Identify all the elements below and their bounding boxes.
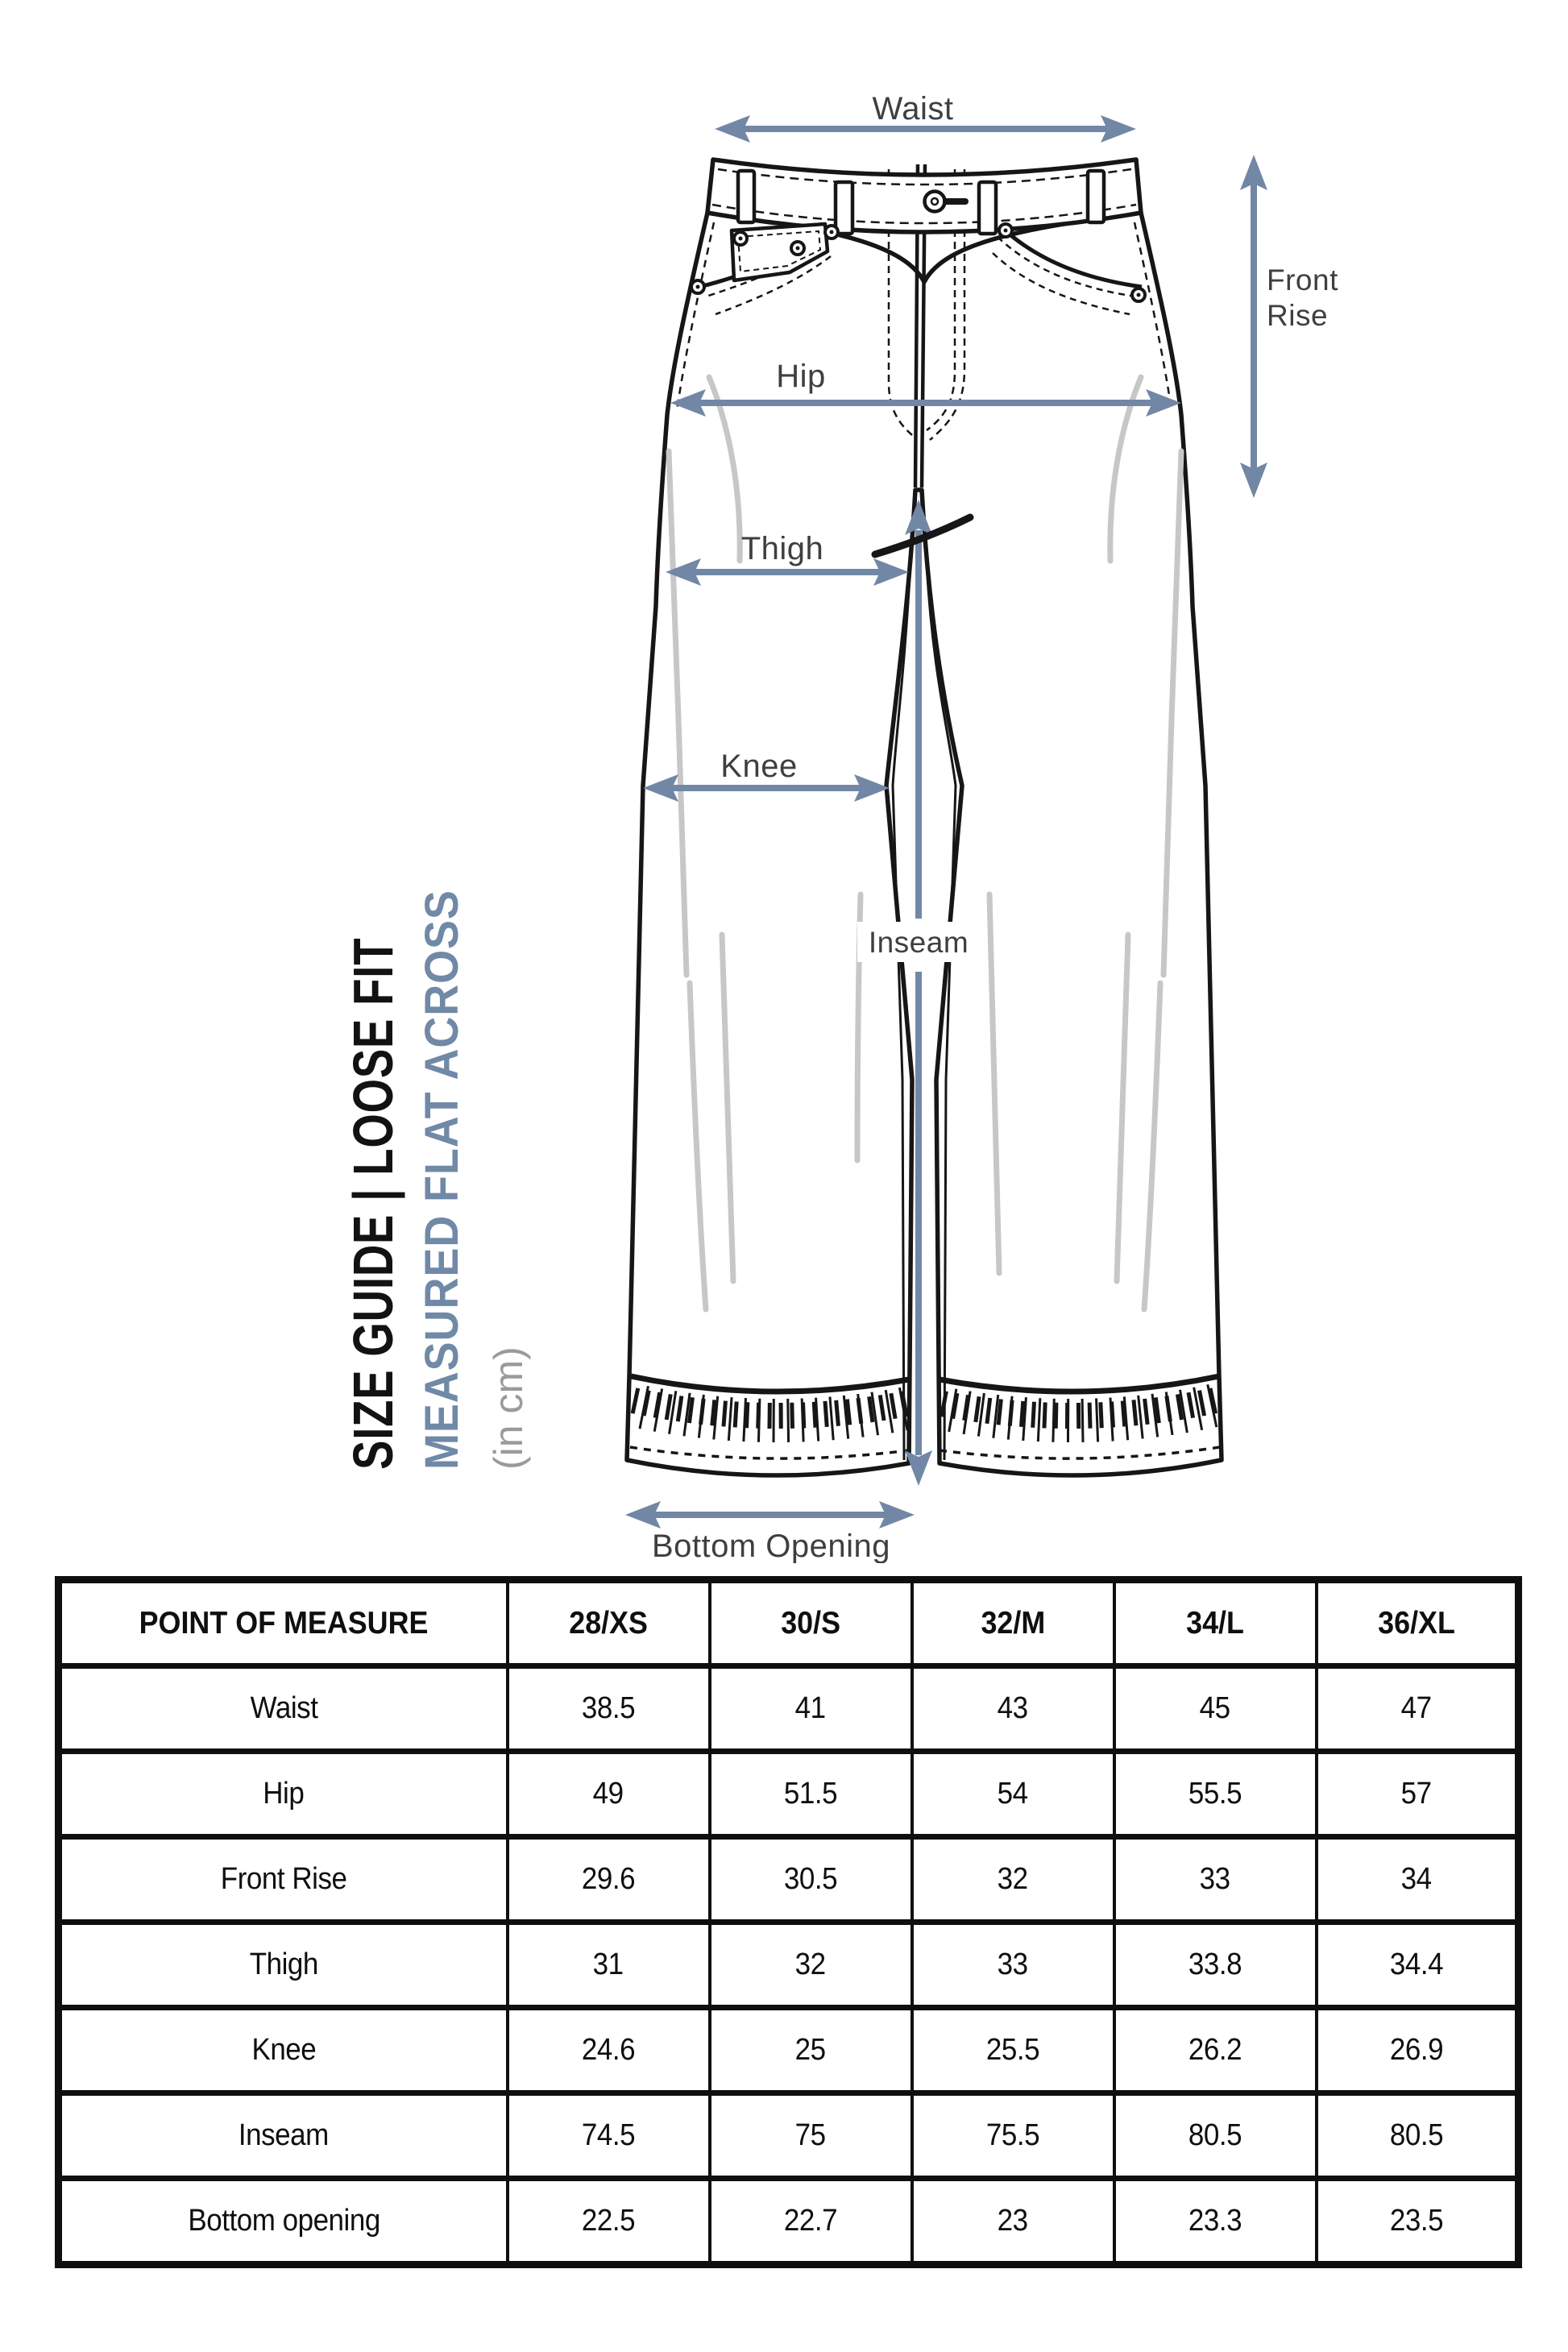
value-cell: 51.5 — [710, 1752, 912, 1837]
value-cell: 41 — [710, 1666, 912, 1752]
title-line-2: MEASURED FLAT ACROSS — [416, 890, 468, 1470]
value-cell: 29.6 — [508, 1837, 710, 1923]
value-cell: 34.4 — [1317, 1923, 1519, 2008]
knee-label: Knee — [720, 749, 798, 784]
header-size-34l: 34/L — [1114, 1580, 1317, 1666]
value-cell: 33 — [1114, 1837, 1317, 1923]
value-cell: 26.2 — [1114, 2008, 1317, 2093]
value-cell: 22.5 — [508, 2179, 710, 2265]
value-cell: 32 — [710, 1923, 912, 2008]
value-cell: 23.5 — [1317, 2179, 1519, 2265]
front-rise-label-line2: Rise — [1267, 299, 1329, 332]
table-row-waist — [59, 1666, 1519, 1752]
table-row-front-rise — [59, 1837, 1519, 1923]
row-label-cell: Thigh — [59, 1923, 508, 2008]
value-cell: 31 — [508, 1923, 710, 2008]
value-cell: 80.5 — [1317, 2093, 1519, 2179]
header-point-of-measure: POINT OF MEASURE — [59, 1580, 508, 1666]
thigh-label: Thigh — [740, 531, 824, 566]
value-cell: 32 — [912, 1837, 1114, 1923]
value-cell: 49 — [508, 1752, 710, 1837]
value-cell: 75.5 — [912, 2093, 1114, 2179]
value-cell: 38.5 — [508, 1666, 710, 1752]
page-title — [342, 890, 532, 1470]
header-size-30s: 30/S — [710, 1580, 912, 1666]
front-rise-arrow — [1240, 155, 1267, 498]
header-size-36xl: 36/XL — [1317, 1580, 1519, 1666]
value-cell: 74.5 — [508, 2093, 710, 2179]
table-row-knee — [59, 2008, 1519, 2093]
table-header-row — [59, 1580, 1519, 1666]
value-cell: 54 — [912, 1752, 1114, 1837]
table-row-hip — [59, 1752, 1519, 1837]
table-row-thigh — [59, 1923, 1519, 2008]
waist-label: Waist — [872, 91, 954, 127]
value-cell: 25 — [710, 2008, 912, 2093]
size-table — [55, 1576, 1522, 2268]
row-label-cell: Bottom opening — [59, 2179, 508, 2265]
value-cell: 33.8 — [1114, 1923, 1317, 2008]
row-label-cell: Front Rise — [59, 1837, 508, 1923]
value-cell: 47 — [1317, 1666, 1519, 1752]
table-row-inseam — [59, 2093, 1519, 2179]
bottom-opening-arrow — [625, 1501, 915, 1529]
front-rise-label-line1: Front — [1267, 263, 1338, 297]
value-cell: 33 — [912, 1923, 1114, 2008]
inseam-label: Inseam — [868, 926, 969, 959]
bottom-opening-label: Bottom Opening — [651, 1529, 891, 1563]
row-label-cell: Waist — [59, 1666, 508, 1752]
value-cell: 80.5 — [1114, 2093, 1317, 2179]
value-cell: 55.5 — [1114, 1752, 1317, 1837]
jeans-diagram — [548, 48, 1362, 1563]
title-line-3: (in cm) — [486, 1346, 531, 1470]
header-size-32m: 32/M — [912, 1580, 1114, 1666]
header-size-28xs: 28/XS — [508, 1580, 710, 1666]
jeans-diagram-wrap — [548, 48, 1362, 1563]
jeans-body — [627, 160, 1222, 1475]
value-cell: 43 — [912, 1666, 1114, 1752]
value-cell: 24.6 — [508, 2008, 710, 2093]
value-cell: 75 — [710, 2093, 912, 2179]
value-cell: 25.5 — [912, 2008, 1114, 2093]
value-cell: 22.7 — [710, 2179, 912, 2265]
hip-label: Hip — [776, 359, 826, 394]
row-label-cell: Hip — [59, 1752, 508, 1837]
value-cell: 45 — [1114, 1666, 1317, 1752]
table-row-bottom-opening — [59, 2179, 1519, 2265]
value-cell: 30.5 — [710, 1837, 912, 1923]
title-line-1: SIZE GUIDE | LOOSE FIT — [342, 937, 404, 1470]
value-cell: 34 — [1317, 1837, 1519, 1923]
value-cell: 23 — [912, 2179, 1114, 2265]
row-label-cell: Inseam — [59, 2093, 508, 2179]
value-cell: 26.9 — [1317, 2008, 1519, 2093]
row-label-cell: Knee — [59, 2008, 508, 2093]
value-cell: 23.3 — [1114, 2179, 1317, 2265]
value-cell: 57 — [1317, 1752, 1519, 1837]
